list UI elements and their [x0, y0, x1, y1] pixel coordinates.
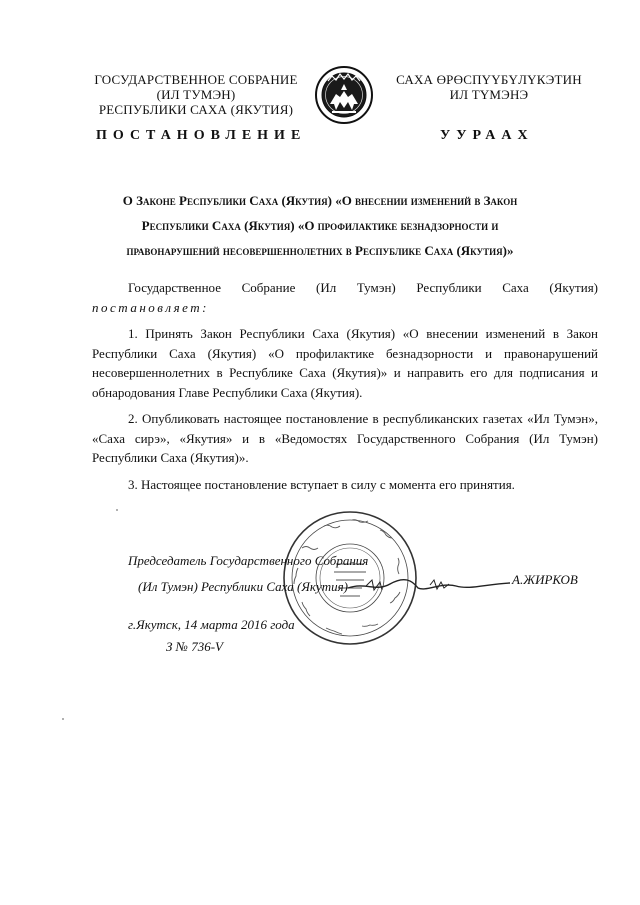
place-date: г.Якутск, 14 марта 2016 года [128, 617, 295, 632]
document-title [80, 188, 560, 263]
document-number: З № 736-V [166, 639, 223, 654]
title-line-1: О Законе Республики Саха (Якутия) «О внесении изменений в Закон [122, 193, 518, 208]
title-line-3: правонарушений несовершеннолетних в Республике Саха (Якутия)» [126, 243, 514, 258]
handwritten-signature [346, 574, 512, 596]
signatory-position-line-2: (Ил Тумэн) Республики Саха (Якутия) [138, 579, 348, 594]
body-item-2: 2. Опубликовать настоящее постановление в республиканских газетах «Ил Тумэн», «Саха сирэ», «Якутия» и в «Ведомостях Государственного Собрания (Ил Тумэн) Республики Саха (Якутия)». [92, 411, 598, 465]
header-left [78, 72, 314, 117]
signatory-position [128, 548, 368, 600]
title-line-2: Республики Саха (Якутия) «О профилактике безнадзорности и [141, 218, 499, 233]
header-right-line-1: САХА ӨРӨСПҮҮБҮЛҮКЭТИН [396, 72, 582, 87]
header-left-line-1: ГОСУДАРСТВЕННОЕ СОБРАНИЕ [94, 72, 298, 87]
header-left-line-3: РЕСПУБЛИКИ САХА (ЯКУТИЯ) [98, 102, 294, 117]
body-decrees: постановляет: [92, 299, 209, 315]
body-item-1: 1. Принять Закон Республики Саха (Якутия) «О внесении изменений в Закон Республики Саха (Якутия) «О профилактике безнадзорности и правонарушений несовершеннолетних в Республике Саха (Якутия)» и направить его для подписания и обнародования Главе Республики Саха (Якутия). [92, 326, 598, 400]
signatory-name: А.ЖИРКОВ [512, 572, 578, 587]
header-right-line-2: ИЛ ТҮМЭНЭ [449, 87, 529, 102]
scan-speck [116, 509, 118, 511]
signatory-position-line-1: Председатель Государственного Собрания [128, 553, 369, 568]
document-body [92, 278, 598, 501]
coat-of-arms-emblem [314, 64, 374, 126]
decree-label-ru: ПОСТАНОВЛЕНИЕ [96, 128, 307, 143]
scan-speck [62, 718, 64, 720]
header-left-line-2: (ИЛ ТУМЭН) [156, 87, 236, 102]
header-right [378, 72, 600, 102]
decree-label-sakha: УУРААХ [440, 128, 534, 143]
place-date-block [128, 614, 295, 658]
body-item-3: 3. Настоящее постановление вступает в силу с момента его принятия. [128, 476, 515, 492]
body-intro: Государственное Собрание (Ил Тумэн) Республики Саха (Якутия) [128, 280, 598, 295]
